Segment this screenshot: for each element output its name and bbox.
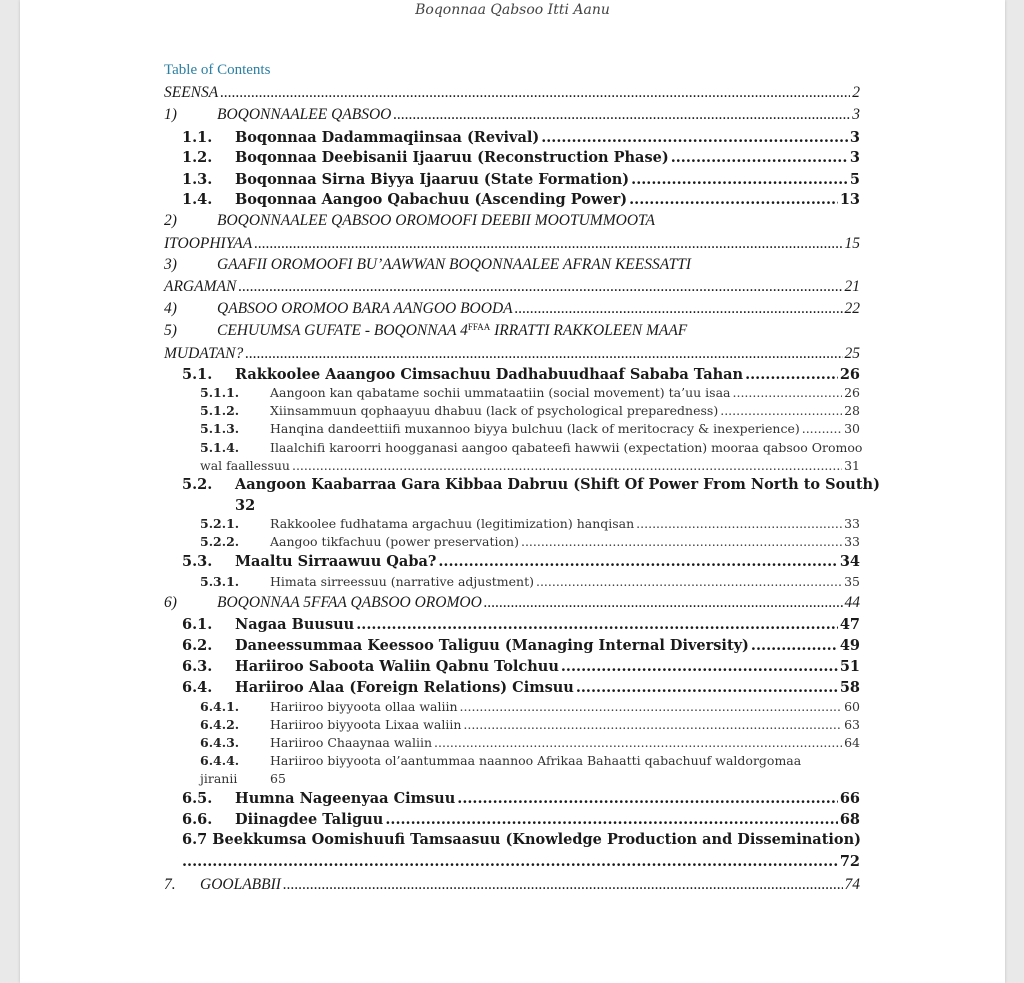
toc-entry-continuation[interactable]: MUDATAN? ..... 25 bbox=[164, 345, 860, 363]
toc-entry[interactable]: 6.4.3. Hariiroo Chaaynaa waliin ..... 64 bbox=[200, 736, 860, 750]
running-header: Boqonnaa Qabsoo Itti Aanu bbox=[415, 2, 610, 18]
toc-entry[interactable]: 4) QABSOO OROMOO BARA AANGOO BOODA ..... 22 bbox=[164, 300, 860, 318]
toc-entry[interactable]: 5.1. Rakkoolee Aaangoo Cimsachuu Dadhabuudhaaf Sababa Tahan ..... 26 bbox=[182, 367, 860, 384]
toc-entry[interactable]: 1.4. Boqonnaa Aangoo Qabachuu (Ascending Power) ..... 13 bbox=[182, 192, 860, 209]
toc-entry[interactable]: 6.3. Hariiroo Saboota Waliin Qabnu Tolchuu ..... 51 bbox=[182, 659, 860, 676]
toc-entry-continuation[interactable]: ITOOPHIYAA ..... 15 bbox=[164, 235, 860, 253]
toc-entry[interactable]: 6.1. Nagaa Buusuu ..... 47 bbox=[182, 617, 860, 634]
toc-entry[interactable]: 5.1.3. Hanqina dandeettiifi muxannoo biyya bulchuu (lack of meritocracy & inexperience) ..... 30 bbox=[200, 422, 860, 436]
toc-entry[interactable]: 6.4. Hariiroo Alaa (Foreign Relations) Cimsuu ..... 58 bbox=[182, 680, 860, 697]
toc-entry[interactable]: 6.6. Diinagdee Taliguu ..... 68 bbox=[182, 812, 860, 829]
toc-entry[interactable]: 2) BOQONNAALEE QABSOO OROMOOFI DEEBII MOOTUMMOOTA bbox=[164, 212, 655, 229]
toc-entry[interactable]: 5.2.2. Aangoo tikfachuu (power preservation) ..... 33 bbox=[200, 535, 860, 549]
toc-entry-continuation[interactable]: ..... 72 bbox=[182, 854, 860, 871]
toc-entry[interactable]: 7. GOOLABBII ..... 74 bbox=[164, 876, 860, 894]
toc-title: Table of Contents bbox=[164, 62, 271, 78]
toc-entry-continuation[interactable]: jiranii 65 bbox=[200, 771, 286, 786]
toc-entry[interactable]: 6.5. Humna Nageenyaa Cimsuu ..... 66 bbox=[182, 791, 860, 808]
toc-entry[interactable]: 3) GAAFII OROMOOFI BU’AAWWAN BOQONNAALEE AFRAN KEESSATTI bbox=[164, 256, 692, 273]
toc-entry[interactable]: 1.1. Boqonnaa Dadammaqiinsaa (Revival) ..... 3 bbox=[182, 130, 860, 147]
toc-entry[interactable]: 6.4.4. Hariiroo biyyoota ol’aantummaa naannoo Afrikaa Bahaatti qabachuuf waldorgomaa bbox=[200, 753, 802, 768]
toc-entry-continuation[interactable]: wal faallessuu ..... 31 bbox=[200, 459, 860, 473]
toc-entry[interactable]: 5.3. Maaltu Sirraawuu Qaba? ..... 34 bbox=[182, 554, 860, 571]
document-page bbox=[20, 0, 1005, 983]
toc-entry[interactable]: 1.3. Boqonnaa Sirna Biyya Ijaaruu (State Formation) ..... 5 bbox=[182, 172, 860, 189]
toc-entry[interactable]: 5.3.1. Himata sirreessuu (narrative adjustment) ..... 35 bbox=[200, 575, 860, 589]
toc-entry[interactable]: 6) BOQONNAA 5FFAA QABSOO OROMOO ..... 44 bbox=[164, 594, 860, 612]
toc-entry[interactable]: 5.2.1. Rakkoolee fudhatama argachuu (legitimization) hanqisan ..... 33 bbox=[200, 517, 860, 531]
toc-entry[interactable]: 1) BOQONNAALEE QABSOO ..... 3 bbox=[164, 106, 860, 124]
toc-entry-continuation[interactable]: ARGAMAN ..... 21 bbox=[164, 278, 860, 296]
toc-entry[interactable]: 6.2. Daneessummaa Keessoo Taliguu (Managing Internal Diversity) ..... 49 bbox=[182, 638, 860, 655]
toc-entry[interactable]: 5.1.4. Ilaalchifi karoorri hoogganasi aangoo qabateefi hawwii (expectation) mooraa qabsoo Oromoo bbox=[200, 440, 863, 455]
toc-entry[interactable]: SEENSA ..... 2 bbox=[164, 84, 860, 102]
toc-entry[interactable]: 6.4.2. Hariiroo biyyoota Lixaa waliin ..... 63 bbox=[200, 718, 860, 732]
toc-entry[interactable]: 5.2. Aangoon Kaabarraa Gara Kibbaa Dabruu (Shift Of Power From North to South) bbox=[182, 476, 880, 493]
toc-entry[interactable]: 5) CEHUUMSA GUFATE - BOQONNAA $4^{FFAA}$ IRRATTI RAKKOLEEN MAAF bbox=[164, 322, 688, 339]
toc-entry-page[interactable]: 32 bbox=[235, 497, 256, 514]
toc-entry[interactable]: 5.1.2. Xiinsammuun qophaayuu dhabuu (lack of psychological preparedness) ..... 28 bbox=[200, 404, 860, 418]
toc-entry[interactable]: 5.1.1. Aangoon kan qabatame sochii ummataatiin (social movement) ta’uu isaa ..... 26 bbox=[200, 386, 860, 400]
toc-entry[interactable]: 6.4.1. Hariiroo biyyoota ollaa waliin ..... 60 bbox=[200, 700, 860, 714]
toc-entry[interactable]: 6.7 Beekkumsa Oomishuufi Tamsaasuu (Knowledge Production and Dissemination) bbox=[182, 831, 861, 848]
toc-entry[interactable]: 1.2. Boqonnaa Deebisanii Ijaaruu (Reconstruction Phase) ..... 3 bbox=[182, 150, 860, 167]
